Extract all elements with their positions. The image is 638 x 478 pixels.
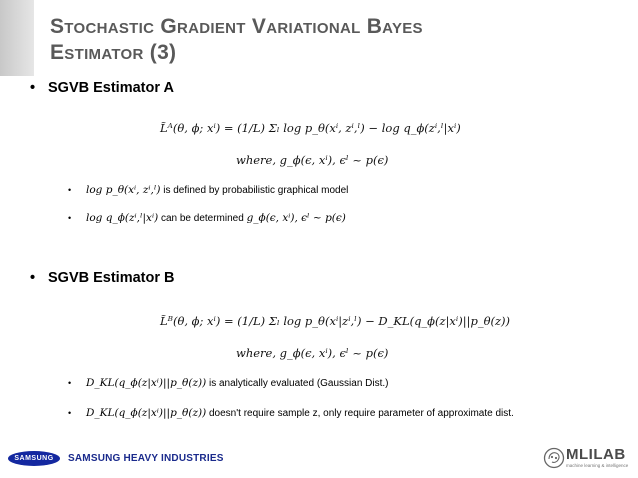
sub-b1-math: D_KL(q_ϕ(z|xⁱ)||p_θ(z)) — [86, 377, 207, 389]
section-a-sub-1 — [68, 184, 348, 196]
sub-bullet-dot: • — [68, 185, 72, 195]
sub-a2-math: log q_ϕ(zⁱ,ˡ|xⁱ) — [86, 212, 159, 224]
estimator-b-formula: L̃ᴮ(θ, ϕ; xⁱ) = (1/L) Σₗ log p_θ(xⁱ|zⁱ,ˡ) − D_KL(q_ϕ(z|xⁱ)||p_θ(z)) — [160, 314, 511, 328]
estimator-a-where: where, g_ϕ(ϵ, xⁱ), ϵˡ ~ p(ϵ) — [236, 153, 389, 167]
section-a-sub-2 — [68, 212, 346, 224]
sub-a2-math-2: g_ϕ(ϵ, xⁱ), ϵˡ ~ p(ϵ) — [246, 212, 346, 224]
bullet-dot: • — [30, 270, 36, 286]
section-b-sub-1 — [68, 377, 389, 389]
title-accent-bar — [0, 0, 34, 76]
section-b-heading: SGVB Estimator B — [48, 270, 175, 286]
section-a-bullet — [30, 80, 174, 96]
estimator-a-formula: L̃ᴬ(θ, ϕ; xⁱ) = (1/L) Σₗ log p_θ(xⁱ, zⁱ,ˡ) − log q_ϕ(zⁱ,ˡ|xⁱ) — [160, 121, 461, 135]
brain-icon — [543, 447, 565, 469]
section-b-bullet — [30, 270, 175, 286]
sub-bullet-dot: • — [68, 408, 72, 418]
sub-bullet-dot: • — [68, 213, 72, 223]
sub-bullet-dot: • — [68, 378, 72, 388]
sub-a1-math: log p_θ(xⁱ, zⁱ,ˡ) — [86, 184, 161, 196]
lab-tagline: machine learning & intelligence — [566, 463, 629, 468]
samsung-logo: SAMSUNG — [8, 451, 60, 466]
sub-b2-text: doesn't require sample z, only require parameter of approximate dist. — [208, 408, 514, 419]
slide-title-line-1: Stochastic Gradient Variational Bayes — [50, 15, 423, 38]
sub-a1-text: is defined by probabilistic graphical model — [163, 185, 349, 196]
sub-b2-math: D_KL(q_ϕ(z|xⁱ)||p_θ(z)) — [86, 407, 207, 419]
bullet-dot: • — [30, 80, 36, 96]
sub-b1-text: is analytically evaluated (Gaussian Dist.) — [208, 378, 389, 389]
estimator-b-where: where, g_ϕ(ϵ, xⁱ), ϵˡ ~ p(ϵ) — [236, 346, 389, 360]
company-name: SAMSUNG HEAVY INDUSTRIES — [68, 453, 224, 464]
section-b-sub-2 — [68, 407, 514, 419]
lab-logo: MLILAB — [566, 446, 626, 463]
sub-a2-text: can be determined — [160, 213, 244, 224]
slide-title — [50, 14, 630, 66]
slide-title-line-2: Estimator (3) — [50, 41, 177, 64]
section-a-heading: SGVB Estimator A — [48, 80, 174, 96]
